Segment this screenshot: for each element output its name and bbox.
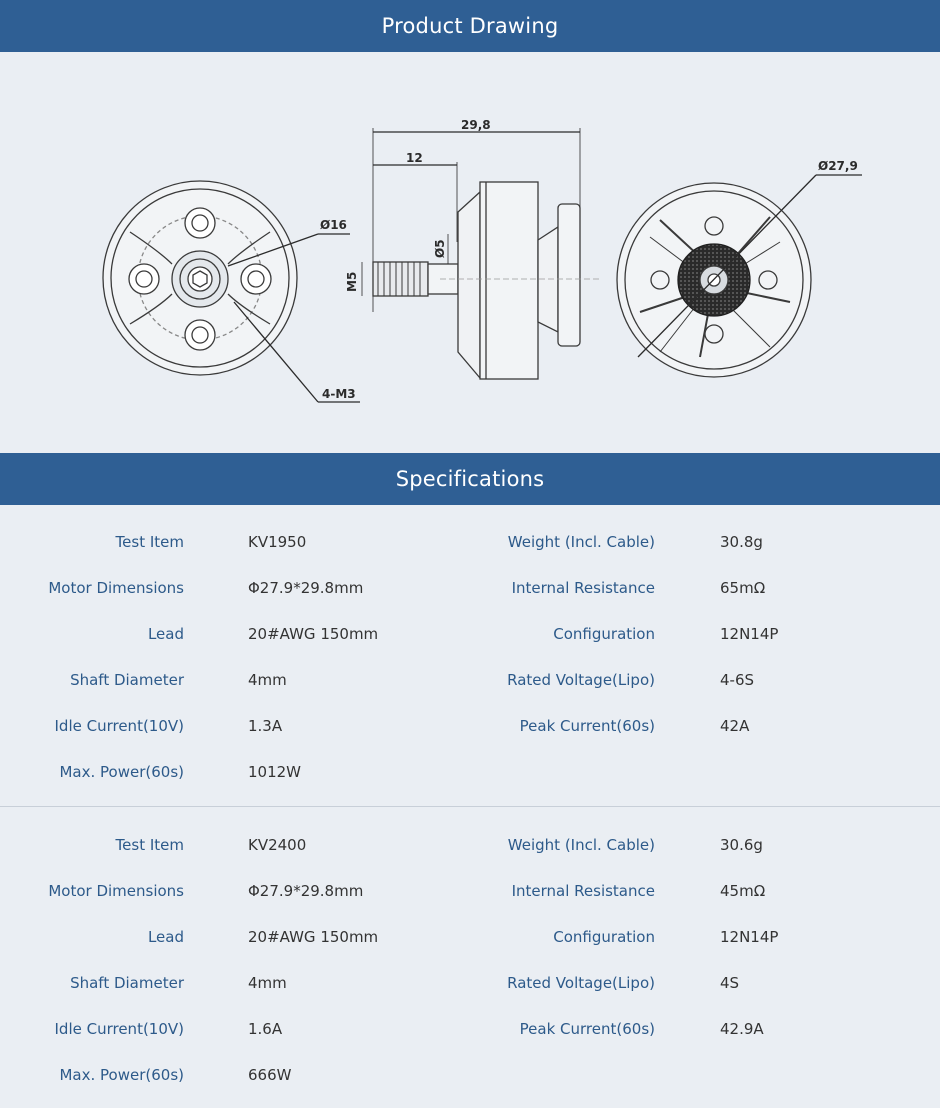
spec-label: Rated Voltage(Lipo): [507, 974, 655, 992]
spec-value: KV2400: [248, 836, 307, 854]
spec-value: 1.6A: [248, 1020, 283, 1038]
spec-row: [0, 971, 940, 995]
bell-dia-label: Ø27,9: [818, 159, 858, 173]
spec-value: 20#AWG 150mm: [248, 625, 379, 643]
spec-row: [0, 833, 940, 857]
spec-row: [0, 1063, 940, 1087]
spec-value: 12N14P: [720, 928, 779, 946]
shaft-length-label: 12: [406, 151, 423, 165]
spec-label: Rated Voltage(Lipo): [507, 671, 655, 689]
spec-label: Lead: [147, 625, 184, 643]
specifications-header: [0, 453, 940, 505]
spec-label: Configuration: [553, 625, 655, 643]
spec-group-kv2400: [0, 807, 940, 1108]
mount-hole: [241, 264, 271, 294]
spec-value: Φ27.9*29.8mm: [248, 579, 364, 597]
spec-value: KV1950: [248, 533, 307, 551]
length-label: 29,8: [461, 118, 491, 132]
spec-group-kv1950: [0, 505, 940, 807]
spec-label: Lead: [147, 928, 184, 946]
spec-label: Idle Current(10V): [54, 1020, 184, 1038]
motor-drawing-svg: [0, 52, 940, 453]
spec-row: [0, 714, 940, 738]
spec-value: 666W: [248, 1066, 292, 1084]
mount-hole: [185, 208, 215, 238]
spec-value: 65mΩ: [720, 579, 766, 597]
spec-value: 42.9A: [720, 1020, 764, 1038]
spec-label: Max. Power(60s): [59, 763, 184, 781]
spec-label: Idle Current(10V): [54, 717, 184, 735]
spec-label: Test Item: [115, 836, 184, 854]
mount-hole: [129, 264, 159, 294]
spec-value: 12N14P: [720, 625, 779, 643]
base-dia-label: Ø16: [320, 218, 347, 232]
spec-row: [0, 576, 940, 600]
spec-label: Shaft Diameter: [70, 974, 184, 992]
product-drawing-header: [0, 0, 940, 52]
spec-row: [0, 879, 940, 903]
spec-label: Test Item: [115, 533, 184, 551]
spec-value: 30.8g: [720, 533, 763, 551]
spec-row: [0, 925, 940, 949]
spec-value: 30.6g: [720, 836, 763, 854]
shaft-dia-label: Ø5: [433, 239, 447, 258]
spec-value: 4mm: [248, 671, 287, 689]
spec-row: [0, 668, 940, 692]
spec-row: [0, 1017, 940, 1041]
spec-value: 1.3A: [248, 717, 283, 735]
spec-value: 4S: [720, 974, 740, 992]
motor-side-view: [362, 128, 600, 379]
spec-label: Shaft Diameter: [70, 671, 184, 689]
spec-label: Weight (Incl. Cable): [507, 533, 655, 551]
product-drawing-title: Product Drawing: [381, 14, 559, 38]
spec-value: 1012W: [248, 763, 302, 781]
spec-label: Motor Dimensions: [48, 579, 184, 597]
specifications-title: Specifications: [395, 467, 545, 491]
spec-label: Internal Resistance: [511, 882, 655, 900]
product-drawing: [0, 52, 940, 453]
spec-label: Internal Resistance: [511, 579, 655, 597]
spec-value: 4mm: [248, 974, 287, 992]
motor-base-view: [103, 181, 360, 402]
spec-row: [0, 530, 940, 554]
spec-value: 42A: [720, 717, 750, 735]
specifications: [0, 505, 940, 1108]
spec-label: Max. Power(60s): [59, 1066, 184, 1084]
thread-label: M5: [345, 271, 359, 292]
spec-label: Peak Current(60s): [519, 717, 655, 735]
mount-hole: [185, 320, 215, 350]
holes-label: 4-M3: [322, 387, 356, 401]
spec-row: [0, 622, 940, 646]
spec-value: 4-6S: [720, 671, 755, 689]
spec-value: Φ27.9*29.8mm: [248, 882, 364, 900]
spec-label: Weight (Incl. Cable): [507, 836, 655, 854]
spec-row: [0, 760, 940, 784]
spec-label: Peak Current(60s): [519, 1020, 655, 1038]
spec-label: Configuration: [553, 928, 655, 946]
spec-label: Motor Dimensions: [48, 882, 184, 900]
spec-value: 45mΩ: [720, 882, 766, 900]
motor-bell-view: [617, 175, 862, 377]
spec-value: 20#AWG 150mm: [248, 928, 379, 946]
